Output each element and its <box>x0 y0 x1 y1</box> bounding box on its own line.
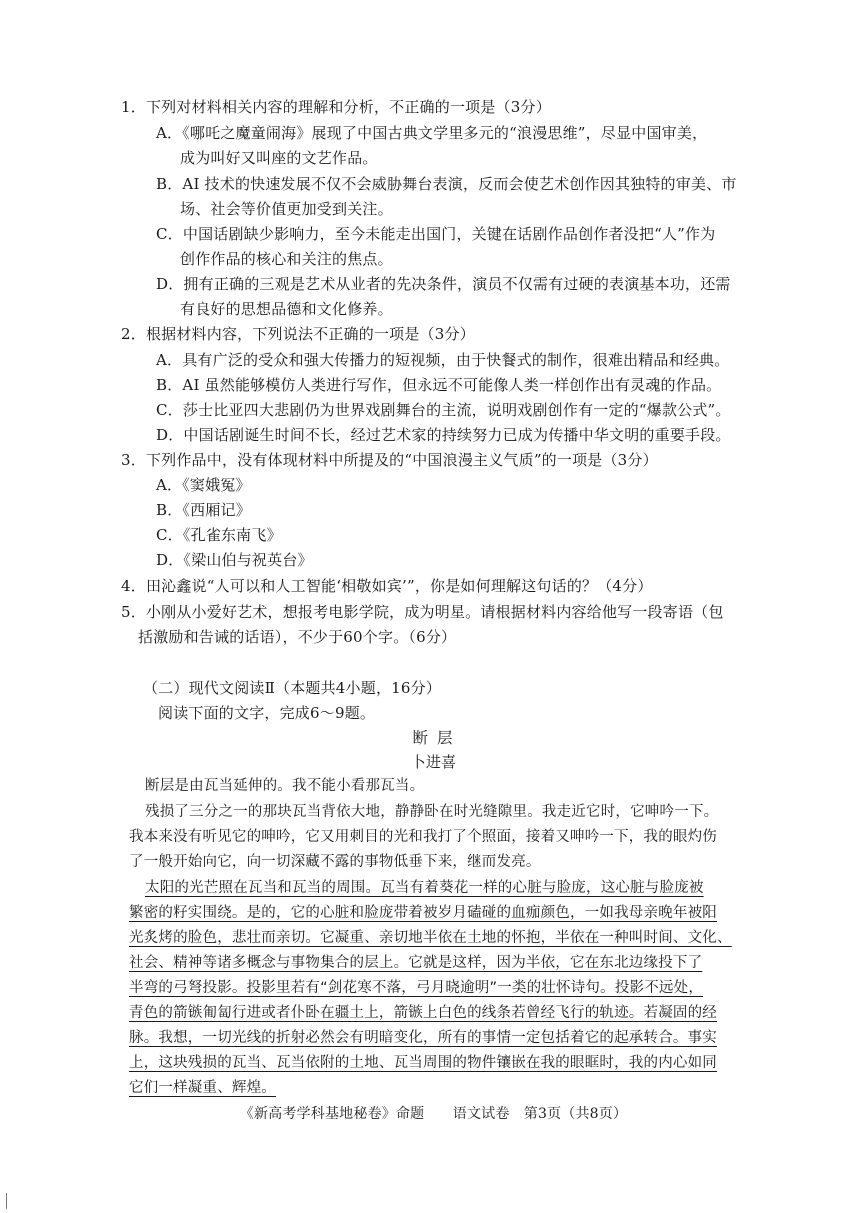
scan-edge-mark <box>6 1193 10 1209</box>
q1-option-b-cont: 场、社会等价值更加受到关注。 <box>180 200 393 218</box>
passage-p3-line-5: 半弯的弓弩投影。投影里若有“剑花寒不落，弓月晓逾明”一类的壮怀诗句。投影不远处， <box>129 980 704 996</box>
question-5-stem: 5．小刚从小爱好艺术，想报考电影学院，成为明星。请根据材料内容给他写一段寄语（包 <box>121 603 724 621</box>
passage-author: 卜进喜 <box>410 753 457 771</box>
question-5-stem-cont: 括激励和告诫的话语），不少于60个字。（6分） <box>138 628 457 646</box>
passage-p2-line-1: 残损了三分之一的那块瓦当背依大地，静静卧在时光缝隙里。我走近它时，它呻吟一下。 <box>145 804 719 820</box>
q2-option-c: C．莎士比亚四大悲剧仍为世界戏剧舞台的主流，说明戏剧创作有一定的“爆款公式”。 <box>156 401 731 419</box>
question-3-stem: 3．下列作品中，没有体现材料中所提及的“中国浪漫主义气质”的一项是（3分） <box>121 451 658 469</box>
q1-option-d-cont: 有良好的思想品德和文化修养。 <box>180 300 393 318</box>
passage-p3-line-8: 上，这块残损的瓦当、瓦当依附的土地、瓦当周围的物件镶嵌在我的眼眶时，我的内心如同 <box>129 1055 717 1071</box>
q3-option-a: A．《窦娥冤》 <box>156 476 251 494</box>
q2-option-b: B．AI 虽然能够模仿人类进行写作，但永远不可能像人类一样创作出有灵魂的作品。 <box>156 376 722 394</box>
passage-p3-line-4: 社会、精神等诸多概念与事物集合的层上。它就是这样，因为半依，它在东北边缘投下了 <box>129 955 703 971</box>
q1-option-b: B．AI 技术的快速发展不仅不会威胁舞台表演，反而会使艺术创作因其独特的审美、市 <box>156 175 737 193</box>
q1-option-c: C．中国话剧缺少影响力，至今未能走出国门，关键在话剧作品创作者没把“人”作为 <box>156 225 716 243</box>
q2-option-d: D．中国话剧诞生时间不长，经过艺术家的持续努力已成为传播中华文明的重要手段。 <box>156 426 731 444</box>
passage-p2-line-3: 了一般开始向它，向一切深藏不露的事物低垂下来，继而发亮。 <box>129 854 541 870</box>
q1-option-a-cont: 成为叫好又叫座的文艺作品。 <box>180 149 378 167</box>
passage-title: 断 层 <box>412 729 455 747</box>
section-instruction: 阅读下面的文字，完成6～9题。 <box>158 704 376 722</box>
section-heading: （二）现代文阅读Ⅱ（本题共4小题，16分） <box>143 679 442 697</box>
passage-paragraph-1: 断层是由瓦当延伸的。我不能小看那瓦当。 <box>145 778 425 794</box>
q1-option-c-cont: 创作作品的核心和关注的焦点。 <box>180 250 393 268</box>
q1-option-a: A．《哪吒之魔童闹海》展现了中国古典文学里多元的“浪漫思维”，尽显中国审美， <box>156 124 708 142</box>
passage-p3-line-9: 它们一样凝重、辉煌。 <box>129 1080 276 1096</box>
passage-p3-line-7: 脉。我想，一切光线的折射必然会有明暗变化，所有的事情一定包括着它的起承转合。事实 <box>129 1030 717 1046</box>
passage-p3-line-2: 繁密的籽实围绕。是的，它的心脏和脸庞带着被岁月磕碰的血痂颜色，一如我母亲晚年被阳 <box>129 905 717 921</box>
question-2-stem: 2．根据材料内容，下列说法不正确的一项是（3分） <box>121 325 475 343</box>
q3-option-d: D．《梁山伯与祝英台》 <box>156 551 313 569</box>
q3-option-c: C．《孔雀东南飞》 <box>156 526 282 544</box>
passage-p3-line-1: 太阳的光芒照在瓦当和瓦当的周围。瓦当有着葵花一样的心脏与脸庞，这心脏与脸庞被 <box>145 880 704 896</box>
passage-p3-line-3: 光炙烤的脸色，悲壮而亲切。它凝重、亲切地半依在土地的怀抱，半依在一种叫时间、文化、 <box>129 930 732 946</box>
q1-option-d: D．拥有正确的三观是艺术从业者的先决条件，演员不仅需有过硬的表演基本功，还需 <box>156 275 731 293</box>
question-1-stem: 1．下列对材料相关内容的理解和分析，不正确的一项是（3分） <box>121 98 551 116</box>
question-4-stem: 4．田沁鑫说“人可以和人工智能‘相敬如宾’”，你是如何理解这句话的？（4分） <box>121 577 653 595</box>
q3-option-b: B．《西厢记》 <box>156 501 251 519</box>
passage-p3-line-6: 青色的箭镞匍匐行进或者仆卧在疆土上，箭镞上白色的线条若曾经飞行的轨迹。若凝固的经 <box>129 1005 717 1021</box>
q2-option-a: A．具有广泛的受众和强大传播力的短视频，由于快餐式的制作，很难出精品和经典。 <box>156 351 730 369</box>
page-footer: 《新高考学科基地秘卷》命题 语文试卷 第3页（共8页） <box>239 1106 628 1122</box>
passage-p2-line-2: 我本来没有听见它的呻吟，它又用刺目的光和我打了个照面，接着又呻吟一下，我的眼灼伤 <box>129 829 717 845</box>
